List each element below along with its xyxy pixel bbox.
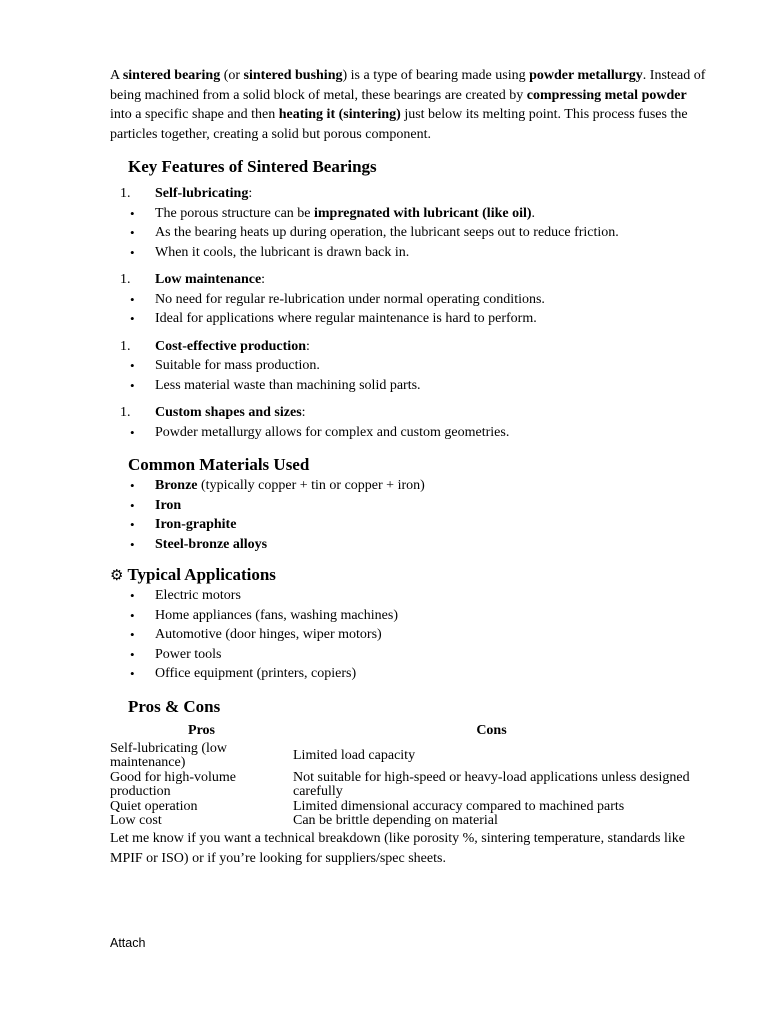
pros-cell: Quiet operation — [110, 798, 198, 814]
list-item: • Bronze (typically copper + tin or copper + iron) — [110, 476, 710, 496]
bullet-icon: • — [130, 311, 135, 326]
feature-cost-effective: 1. Cost-effective production: • Suitable for mass production. • Less material waste than machining solid parts. — [110, 337, 710, 396]
bullet-icon: • — [130, 244, 135, 260]
cons-cell: Can be brittle depending on material — [293, 813, 498, 828]
list-item: • When it cools, the lubricant is drawn back in. — [110, 243, 710, 263]
table-row — [110, 814, 690, 829]
materials-heading: Common Materials Used — [128, 455, 310, 474]
table-row — [110, 771, 690, 800]
bullet-icon: • — [130, 377, 135, 393]
list-item: • As the bearing heats up during operation, the lubricant seeps out to reduce friction. — [110, 223, 710, 243]
table-row — [110, 742, 690, 771]
pros-cons-table — [110, 722, 690, 829]
feature-title: Custom shapes and sizes — [155, 405, 302, 420]
bullet-icon: • — [130, 424, 135, 440]
pros-cell: Good for high-volume production — [110, 769, 236, 799]
bullet-icon: • — [130, 588, 135, 603]
table-header-row — [110, 722, 690, 742]
list-item: • No need for regular re-lubrication under normal operating conditions. — [110, 290, 710, 310]
feature-self-lubricating: 1. Self-lubricating: • The porous structure can be impregnated with lubricant (like oil). • As the bearing heats up during operation, the lubricant seeps out to reduce friction. • When it cools, the lubricant is drawn back in. — [110, 184, 710, 262]
key-features-heading: Key Features of Sintered Bearings — [128, 157, 377, 176]
attach-button[interactable]: Attach — [110, 936, 146, 950]
feature-title: Cost-effective production — [155, 338, 306, 354]
bullet-icon: • — [130, 478, 135, 493]
list-item: • Office equipment (printers, copiers) — [110, 664, 710, 684]
bullet-icon: • — [130, 358, 135, 373]
feature-title: Self-lubricating — [155, 186, 249, 201]
cons-cell: Limited dimensional accuracy compared to machined parts — [293, 798, 625, 814]
bullet-icon: • — [130, 205, 135, 221]
list-item: • Electric motors — [110, 586, 710, 606]
document-body — [110, 66, 710, 869]
applications-list — [110, 586, 710, 684]
intro-paragraph: A sintered bearing (or sintered bushing) is a type of bearing made using powder metallurgy. Instead of being machined from a solid block of metal, these bearings are created by compressing metal powder into a specific shape and then heating it (sintering) just below its melting point. This process fuses the particles together, creating a solid but porous component. — [110, 68, 706, 142]
materials-list — [110, 476, 710, 554]
list-item: • Less material waste than machining solid parts. — [110, 376, 710, 396]
bullet-icon: • — [130, 666, 135, 681]
list-item: • Power tools — [110, 645, 710, 665]
bullet-icon: • — [130, 536, 135, 552]
list-item: • Iron — [110, 496, 710, 516]
closing-paragraph: Let me know if you want a technical breakdown (like porosity %, sintering temperature, standards like MPIF or ISO) or if you’re looking for suppliers/spec sheets. — [110, 830, 685, 866]
table-row — [110, 800, 690, 815]
bullet-icon: • — [130, 225, 135, 240]
list-item: • Home appliances (fans, washing machines) — [110, 606, 710, 626]
cons-cell: Not suitable for high-speed or heavy-load applications unless designed carefully — [293, 769, 690, 799]
list-item: • Suitable for mass production. — [110, 356, 710, 376]
applications-heading: ⚙ Typical Applications — [110, 565, 276, 584]
bullet-icon: • — [130, 291, 135, 307]
list-item: • Ideal for applications where regular maintenance is hard to perform. — [110, 309, 710, 329]
list-item: • The porous structure can be impregnated with lubricant (like oil). — [110, 204, 710, 224]
list-item: • Iron-graphite — [110, 515, 710, 535]
feature-title: Low maintenance — [155, 272, 262, 287]
pros-cell: Self-lubricating (low maintenance) — [110, 740, 228, 770]
cons-cell: Limited load capacity — [293, 747, 416, 763]
key-features-list — [110, 184, 710, 442]
list-item: • Automotive (door hinges, wiper motors) — [110, 625, 710, 645]
list-item: • Steel-bronze alloys — [110, 535, 710, 555]
feature-custom-shapes: 1. Custom shapes and sizes: • Powder metallurgy allows for complex and custom geometries. — [110, 403, 710, 442]
gear-icon: ⚙ — [110, 566, 124, 584]
pros-cell: Low cost — [110, 813, 162, 828]
list-item: • Powder metallurgy allows for complex and custom geometries. — [110, 423, 710, 443]
pros-cons-heading: Pros & Cons — [128, 696, 221, 716]
bullet-icon: • — [130, 607, 135, 623]
bullet-icon: • — [130, 517, 135, 532]
bullet-icon: • — [130, 497, 135, 513]
feature-low-maintenance: 1. Low maintenance: • No need for regular re-lubrication under normal operating conditions. • Ideal for applications where regular maintenance is hard to perform. — [110, 270, 710, 329]
bullet-icon: • — [130, 646, 135, 662]
bullet-icon: • — [130, 627, 135, 642]
pros-column-header: Pros — [188, 723, 215, 739]
cons-column-header: Cons — [476, 723, 507, 739]
